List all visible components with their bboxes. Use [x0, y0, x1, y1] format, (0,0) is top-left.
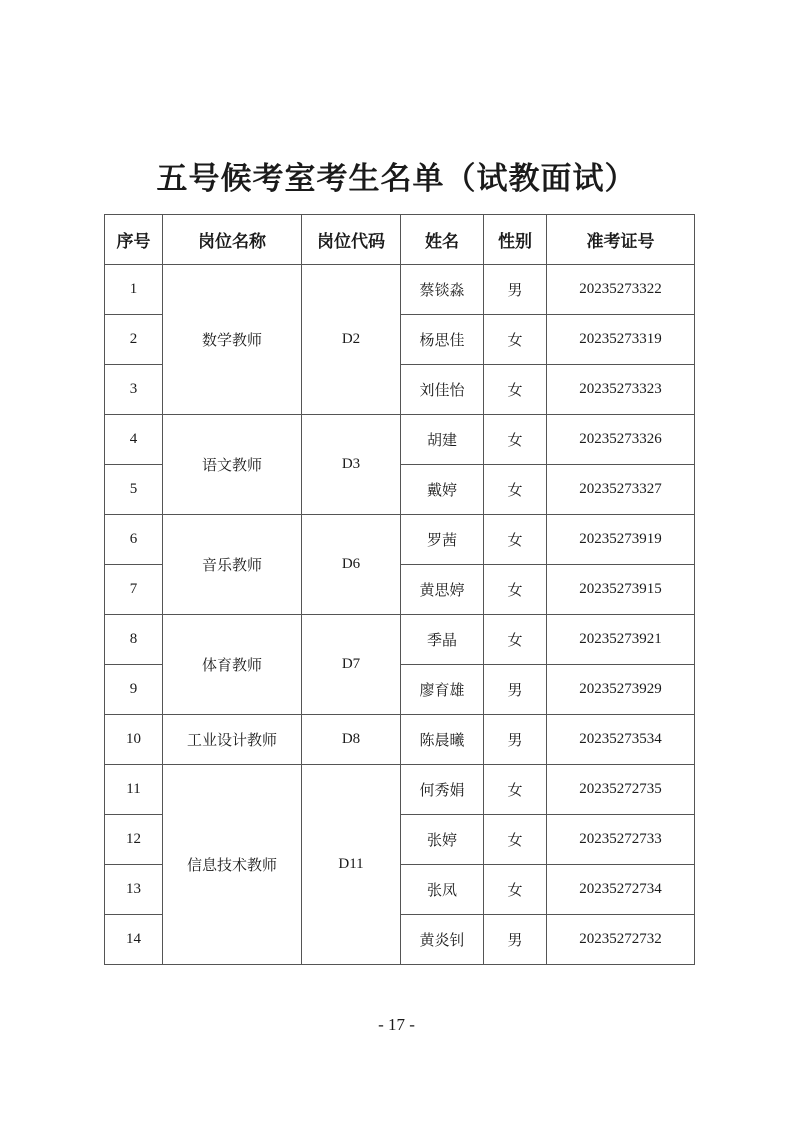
seq-cell: 12 — [105, 815, 163, 865]
post-code-cell: D7 — [302, 615, 401, 715]
candidate-name-cell: 刘佳怡 — [401, 365, 484, 415]
post-name-cell: 音乐教师 — [163, 515, 302, 615]
exam-number-cell: 20235273919 — [547, 515, 695, 565]
table-row — [105, 515, 695, 565]
exam-number-cell: 20235273322 — [547, 265, 695, 315]
table-header — [105, 215, 695, 265]
gender-cell: 女 — [484, 515, 547, 565]
candidate-name-cell: 陈晨曦 — [401, 715, 484, 765]
post-code-cell: D8 — [302, 715, 401, 765]
candidate-name-cell: 廖育雄 — [401, 665, 484, 715]
post-code-cell: D2 — [302, 265, 401, 415]
post-code-cell: D3 — [302, 415, 401, 515]
gender-cell: 女 — [484, 465, 547, 515]
candidate-name-cell: 胡建 — [401, 415, 484, 465]
exam-number-cell: 20235272732 — [547, 915, 695, 965]
exam-number-cell: 20235273326 — [547, 415, 695, 465]
exam-number-cell: 20235273915 — [547, 565, 695, 615]
table-body — [105, 265, 695, 965]
candidate-name-cell: 张凤 — [401, 865, 484, 915]
exam-number-cell: 20235272733 — [547, 815, 695, 865]
table-row — [105, 765, 695, 815]
candidate-name-cell: 戴婷 — [401, 465, 484, 515]
post-name-cell: 体育教师 — [163, 615, 302, 715]
page-number: - 17 - — [378, 1015, 415, 1034]
gender-cell: 男 — [484, 915, 547, 965]
header-seq: 序号 — [105, 215, 163, 265]
exam-number-cell: 20235273534 — [547, 715, 695, 765]
candidate-name-cell: 季晶 — [401, 615, 484, 665]
gender-cell: 女 — [484, 865, 547, 915]
candidate-name-cell: 黄思婷 — [401, 565, 484, 615]
seq-cell: 2 — [105, 315, 163, 365]
post-name-cell: 工业设计教师 — [163, 715, 302, 765]
post-code-cell: D6 — [302, 515, 401, 615]
header-exam-no: 准考证号 — [547, 215, 695, 265]
exam-number-cell: 20235273323 — [547, 365, 695, 415]
seq-cell: 9 — [105, 665, 163, 715]
header-post-code: 岗位代码 — [302, 215, 401, 265]
post-name-cell: 语文教师 — [163, 415, 302, 515]
seq-cell: 11 — [105, 765, 163, 815]
header-name: 姓名 — [401, 215, 484, 265]
candidate-name-cell: 张婷 — [401, 815, 484, 865]
candidate-name-cell: 杨思佳 — [401, 315, 484, 365]
candidate-name-cell: 黄炎钊 — [401, 915, 484, 965]
gender-cell: 男 — [484, 715, 547, 765]
seq-cell: 13 — [105, 865, 163, 915]
post-name-cell: 信息技术教师 — [163, 765, 302, 965]
gender-cell: 男 — [484, 665, 547, 715]
candidate-name-cell: 何秀娟 — [401, 765, 484, 815]
seq-cell: 8 — [105, 615, 163, 665]
document-title: 五号候考室考生名单（试教面试） — [156, 161, 637, 197]
seq-cell: 1 — [105, 265, 163, 315]
gender-cell: 女 — [484, 415, 547, 465]
candidate-name-cell: 罗茜 — [401, 515, 484, 565]
seq-cell: 4 — [105, 415, 163, 465]
exam-number-cell: 20235272735 — [547, 765, 695, 815]
seq-cell: 14 — [105, 915, 163, 965]
post-code-cell: D11 — [302, 765, 401, 965]
gender-cell: 女 — [484, 565, 547, 615]
gender-cell: 女 — [484, 815, 547, 865]
post-name-cell: 数学教师 — [163, 265, 302, 415]
table-row — [105, 615, 695, 665]
seq-cell: 5 — [105, 465, 163, 515]
gender-cell: 女 — [484, 615, 547, 665]
header-gender: 性别 — [484, 215, 547, 265]
gender-cell: 女 — [484, 365, 547, 415]
exam-number-cell: 20235273929 — [547, 665, 695, 715]
seq-cell: 10 — [105, 715, 163, 765]
exam-number-cell: 20235272734 — [547, 865, 695, 915]
gender-cell: 女 — [484, 315, 547, 365]
candidate-name-cell: 蔡锬淼 — [401, 265, 484, 315]
exam-number-cell: 20235273327 — [547, 465, 695, 515]
table-row — [105, 265, 695, 315]
gender-cell: 女 — [484, 765, 547, 815]
header-row — [105, 215, 695, 265]
exam-number-cell: 20235273921 — [547, 615, 695, 665]
exam-number-cell: 20235273319 — [547, 315, 695, 365]
header-post-name: 岗位名称 — [163, 215, 302, 265]
table-row — [105, 415, 695, 465]
gender-cell: 男 — [484, 265, 547, 315]
seq-cell: 6 — [105, 515, 163, 565]
candidate-table — [104, 214, 695, 965]
table-row — [105, 715, 695, 765]
seq-cell: 3 — [105, 365, 163, 415]
seq-cell: 7 — [105, 565, 163, 615]
